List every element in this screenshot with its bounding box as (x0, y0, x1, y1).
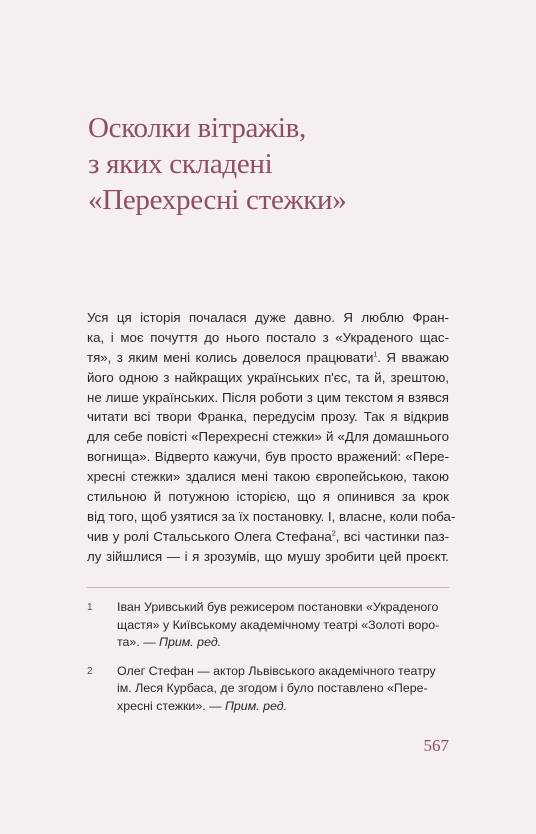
body-line-part: , всі частинки паз- (335, 528, 450, 544)
footnote-line: щастя» у Київському академічному театрі «Золоті воро- (117, 617, 440, 632)
body-line-part: чив у ролі Стальського Олега Стефана (87, 528, 332, 544)
footnote-number: 1 (87, 602, 93, 613)
footnote-line (117, 698, 419, 716)
footnote-ref-2[interactable]: 2 (331, 530, 336, 538)
body-line: вогнища». Відверто кажучи, був просто вражений: «Пере- (87, 449, 449, 465)
chapter-title-line: Осколки вітражів, (88, 112, 306, 144)
body-line-part: тя», з яким мені колись довелося працювати (87, 349, 374, 365)
footnote-line: ім. Леся Курбаса, де згодом і було поставлено «Пере- (117, 681, 428, 695)
body-line: не лише українських. Після роботи з цим текстом я взявся (87, 389, 449, 405)
footnote-2 (87, 663, 449, 716)
footnote-number: 2 (87, 665, 93, 677)
body-line-part: . Я вважаю (377, 349, 449, 365)
footnote-1 (87, 599, 449, 652)
footnote-line: Олег Стефан — актор Львівського академічного театру (117, 663, 436, 678)
footnote-divider (87, 587, 449, 588)
body-line: хресні стежки» здалися мені такою європейською, такою (87, 469, 449, 485)
footnote-line-part: та». — (117, 635, 160, 649)
editor-note: Прим. ред. (159, 635, 222, 649)
chapter-title (88, 110, 346, 218)
body-line: лу зійшлися — і я зрозумів, що мушу зробити цей проєкт. (87, 548, 449, 564)
footnote-line (117, 634, 419, 652)
chapter-title-line: «Перехресні стежки» (88, 184, 347, 216)
body-line (87, 348, 449, 368)
editor-note: Прим. ред. (224, 698, 288, 713)
body-line: стильною й потужною історією, що я опинився за крок (87, 489, 449, 505)
body-line: Уся ця історія почалася дуже давно. Я люблю Фран- (87, 310, 449, 325)
footnote-text (117, 599, 440, 652)
body-line (87, 527, 449, 547)
body-line: від того, щоб узятися за їх постановку. І, власне, коли поба- (87, 508, 456, 524)
footnotes (87, 599, 449, 726)
body-line: для себе повісті «Перехресні стежки» й «Для домашнього (87, 429, 449, 445)
footnote-ref-1[interactable]: 1 (373, 351, 378, 359)
body-paragraph (87, 308, 456, 567)
footnote-line-part: хресні стежки». — (117, 698, 225, 713)
chapter-title-line: з яких складені (88, 148, 273, 180)
body-line: його одною з найкращих українських п'єс, та й, зрештою, (87, 369, 449, 385)
page-number: 567 (423, 736, 449, 755)
footnote-line: Іван Уривський був режисером постановки «Украденого (117, 600, 439, 614)
footnote-text (117, 663, 436, 716)
body-line: читати всі твори Франка, передусім прозу. Так я відкрив (87, 409, 449, 425)
body-line: ка, і моє почуття до нього постало з «Украденого щас- (87, 329, 449, 345)
